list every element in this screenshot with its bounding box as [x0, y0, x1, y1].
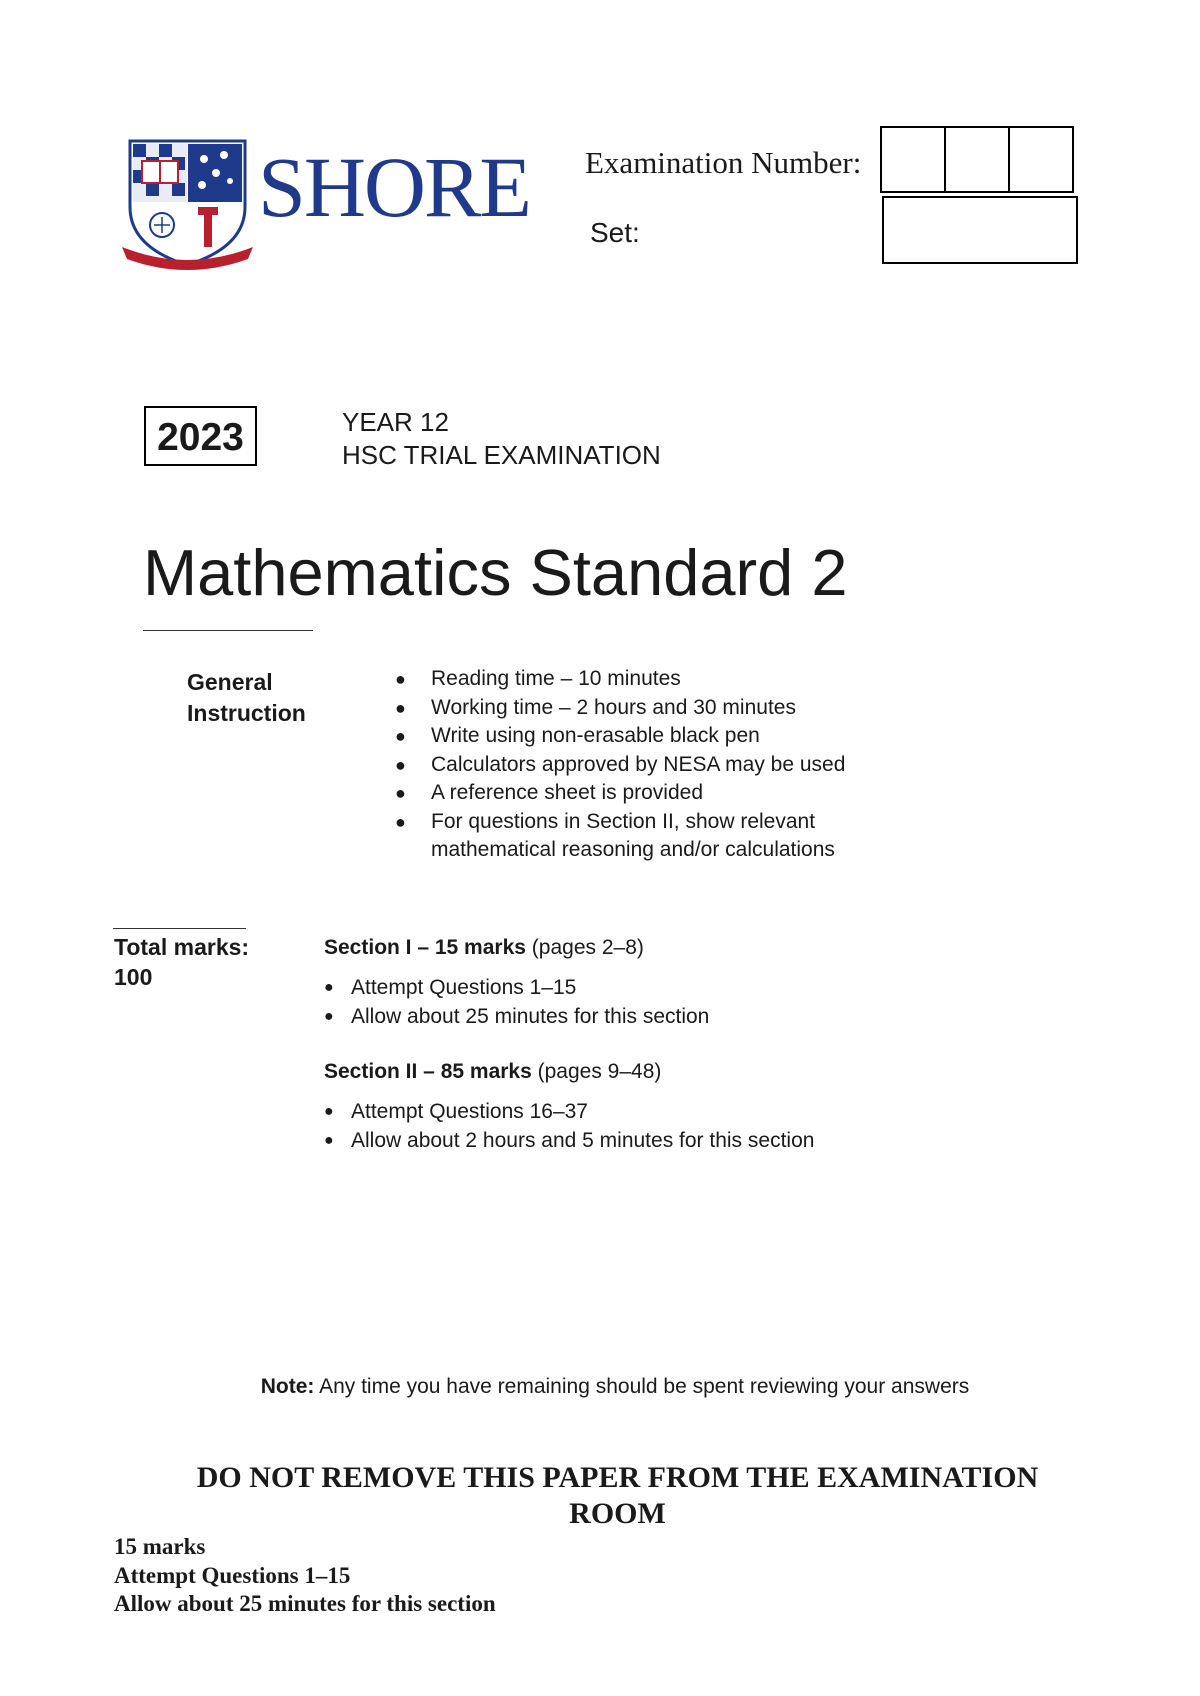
total-marks-label: Total marks:: [114, 934, 250, 960]
list-item: ● Calculators approved by NESA may be used: [395, 752, 846, 776]
list-item: ● Attempt Questions 16–37: [324, 1100, 588, 1123]
section-2-list: [324, 1097, 814, 1155]
school-crest-logo: [120, 135, 255, 270]
section-1-pages: (pages 2–8): [531, 936, 644, 959]
section-2-title: Section II – 85 marks: [324, 1060, 532, 1083]
general-instructions-heading: General Instruction: [187, 669, 306, 726]
list-item: ● A reference sheet is provided: [395, 781, 703, 804]
year-level: YEAR 12: [342, 407, 449, 437]
total-marks-divider: [113, 928, 246, 929]
list-item: ● Allow about 2 hours and 5 minutes for this section: [324, 1129, 815, 1152]
exam-number-boxes[interactable]: [880, 126, 1074, 193]
title-divider: [143, 630, 313, 631]
footer-attempt: Attempt Questions 1–15: [114, 1563, 351, 1588]
exam-number-digit-1[interactable]: [880, 126, 946, 193]
exam-type: HSC TRIAL EXAMINATION: [342, 440, 661, 470]
note-text: Any time you have remaining should be spent reviewing your answers: [319, 1375, 970, 1398]
section-1-title: Section I – 15 marks: [324, 936, 526, 959]
general-instructions-list: [395, 665, 901, 865]
section-2-pages: (pages 9–48): [537, 1060, 662, 1083]
list-item: ● Attempt Questions 1–15: [324, 976, 577, 999]
note-label: Note:: [260, 1375, 315, 1398]
total-marks-value: 100: [114, 964, 153, 990]
school-name: SHORE: [258, 139, 530, 235]
list-item: ● Working time – 2 hours and 30 minutes: [395, 695, 796, 719]
list-item: ● Allow about 25 minutes for this section: [324, 1005, 710, 1028]
section-2-heading: [324, 1061, 661, 1082]
note: [0, 1376, 1200, 1397]
section-1-list: [324, 973, 709, 1031]
do-not-remove-warning: DO NOT REMOVE THIS PAPER FROM THE EXAMINATION ROOM: [196, 1461, 1039, 1530]
exam-number-label: Examination Number:: [585, 145, 862, 180]
set-label: Set:: [590, 217, 640, 248]
list-item: ● For questions in Section II, show relevant mathematical reasoning and/or calculations: [395, 809, 835, 861]
exam-title: Mathematics Standard 2: [143, 536, 848, 609]
set-box[interactable]: [882, 196, 1078, 264]
list-item: ● Write using non-erasable black pen: [395, 724, 760, 747]
section-1-heading: [324, 937, 644, 958]
footer-marks: 15 marks: [114, 1534, 206, 1559]
exam-number-digit-3[interactable]: [1008, 126, 1074, 193]
exam-year-badge: 2023: [144, 406, 257, 466]
list-item: ● Reading time – 10 minutes: [395, 667, 681, 690]
exam-number-digit-2[interactable]: [944, 126, 1010, 193]
footer-time: Allow about 25 minutes for this section: [114, 1591, 496, 1616]
